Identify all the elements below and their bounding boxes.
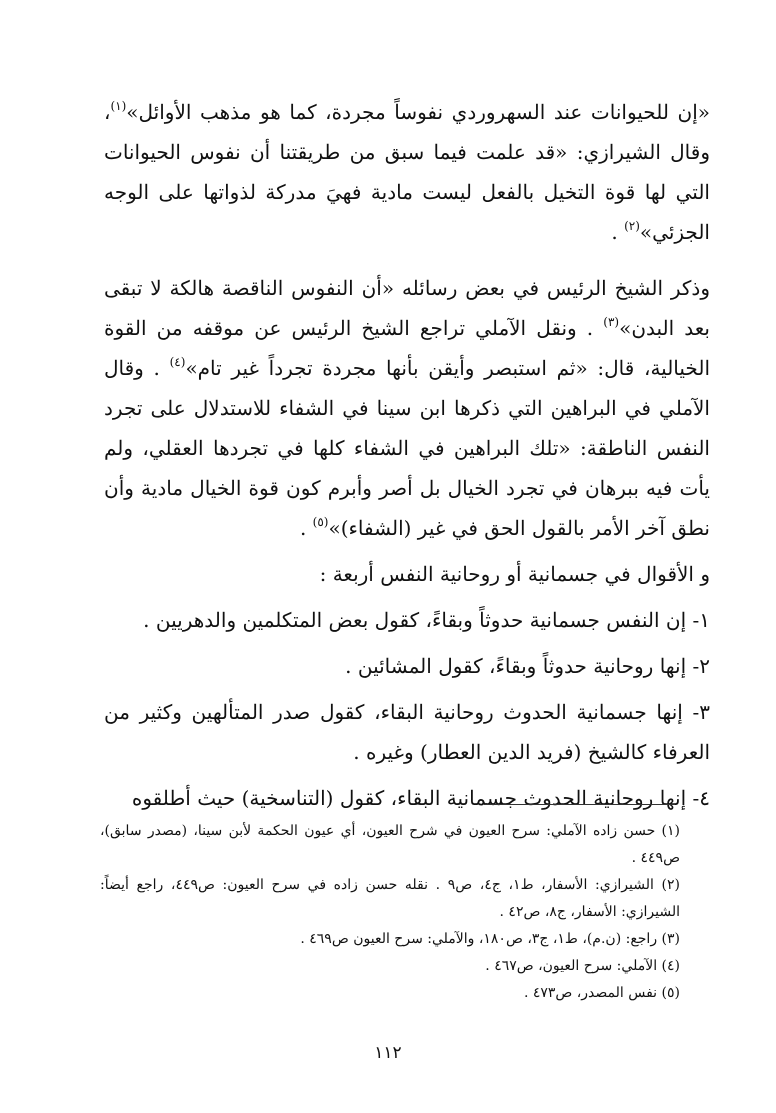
footnote-item: (٣) راجع: (ن.م)، ط١، ج٣، ص١٨٠، والآملي: سرح العيون ص٤٦٩ . <box>300 931 680 947</box>
footnote-item: (٢) الشيرازي: الأسفار، ط١، ج٤، ص٩ . نقله حسن زاده في سرح العيون: ص٤٤٩، راجع أيضاً: الشيرازي: الأسفار، ج٨، ص٤٢ . <box>100 877 680 920</box>
list-item: ٤- إنها روحانية الحدوث جسمانية البقاء، كقول (التناسخية) حيث أطلقوه <box>131 786 710 810</box>
list-item: ٢- إنها روحانية حدوثاً وبقاءً، كقول المشائين . <box>345 654 710 678</box>
footnote-item: (٤) الآملي: سرح العيون، ص٤٦٧ . <box>485 958 680 974</box>
list-item: ٣- إنها جسمانية الحدوث روحانية البقاء، كقول صدر المتألهين وكثير من العرفاء كالشيخ (فريد الدين العطار) وغيره . <box>104 700 710 764</box>
views-intro: و الأقوال في جسمانية أو روحانية النفس أربعة : <box>319 562 710 586</box>
avicenna-quote: وذكر الشيخ الرئيس في بعض رسائله «أن النفوس الناقصة هالكة لا تبقى بعد البدن» <box>104 276 710 340</box>
footnote-separator <box>485 804 675 805</box>
paragraph-2 <box>104 268 710 548</box>
page-number: ١١٢ <box>374 1043 402 1063</box>
footnote-item: (٥) نفس المصدر، ص٤٧٣ . <box>523 985 680 1001</box>
amoli-report: . ونقل الآملي تراجع الشيخ الرئيس عن موقفه من القوة الخيالية، قال: «ثم استبصر وأيقن بأنها مجردة تجرداً غير تام» <box>104 316 710 380</box>
footnote-ref-3: (٣) <box>603 315 620 329</box>
footnote-ref-4: (٤) <box>169 355 186 369</box>
list-item: ١- إن النفس جسمانية حدوثاً وبقاءً، كقول بعض المتكلمين والدهريين . <box>143 608 710 632</box>
paragraph-1-end: . <box>611 220 625 244</box>
amoli-proofs: . وقال الآملي في البراهين التي ذكرها ابن سينا في الشفاء للاستدلال على تجرد النفس الناطقة: «تلك البراهين في الشفاء كلها في تجردها العقلي، ولم يأت فيه ببرهان في تجرد الخيال بل أصر وأبرم كون قوة الخيال مادية وأن نطق آخر الأمر بالقول الحق في غير (الشفاء)» <box>104 356 710 540</box>
footnote-ref-1: (١) <box>110 99 127 113</box>
quote-shirazi: ، وقال الشيرازي: «قد علمت فيما سبق من طريقتنا أن نفوس الحيوانات التي لها قوة التخيل بالفعل ليست مادية فهيَ مدركة لذواتها على الوجه الجزئي» <box>104 100 710 244</box>
footnote-ref-5: (٥) <box>312 515 329 529</box>
paragraph-1 <box>104 92 710 252</box>
footnote-ref-2: (٢) <box>624 219 640 233</box>
footnotes <box>100 818 680 1007</box>
paragraph-2-end: . <box>299 516 313 540</box>
main-text <box>104 92 710 818</box>
quote-suhrawardi: «إن للحيوانات عند السهروردي نفوساً مجردة، كما هو مذهب الأوائل» <box>126 100 710 124</box>
footnote-item: (١) حسن زاده الآملي: سرح العيون في شرح العيون، أي عيون الحكمة لأبن سينا، (مصدر سابق)، ص٤٤٩ . <box>100 823 680 866</box>
